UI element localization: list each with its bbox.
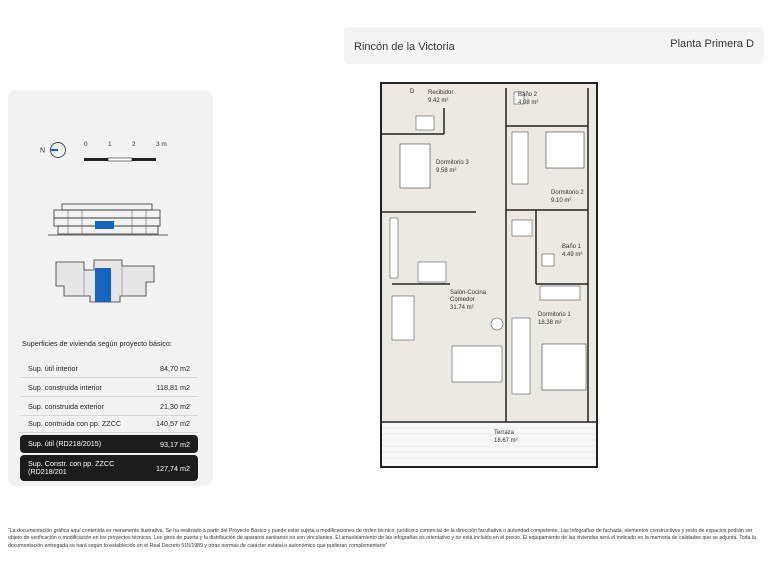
room-area: 4.08 m² bbox=[518, 100, 539, 106]
room-name: Baño 2 bbox=[518, 92, 538, 98]
floor-plan bbox=[376, 78, 602, 470]
room-area: 18.67 m² bbox=[494, 438, 518, 444]
room-area: 9.42 m² bbox=[428, 98, 449, 104]
door-label: D bbox=[410, 89, 415, 95]
surface-label: Sup. Constr. con pp. ZZCC (RD218/201 bbox=[28, 459, 115, 476]
north-label: N bbox=[40, 147, 46, 155]
surface-label: Sup. construida exterior bbox=[28, 401, 104, 411]
surface-value: 21,30 m2 bbox=[160, 402, 190, 411]
compass-icon bbox=[40, 140, 70, 162]
surface-label: Sup. contruida con pp. ZZCC bbox=[28, 418, 122, 428]
surface-row bbox=[20, 415, 198, 433]
surface-row-highlight bbox=[20, 435, 198, 453]
scale-label-3: 3 m bbox=[156, 141, 167, 148]
surface-value: 127,74 m2 bbox=[156, 463, 190, 473]
floor-title: Planta Primera D bbox=[670, 38, 754, 50]
site-plan-image bbox=[50, 256, 162, 306]
room-name: Salón-Cocina Comedor bbox=[450, 290, 487, 303]
room-name: Terraza bbox=[494, 430, 515, 436]
room-area: 9.10 m² bbox=[551, 198, 572, 204]
surface-label: Sup. útil (RD218/2015) bbox=[28, 439, 102, 448]
room-name: Baño 1 bbox=[562, 244, 582, 250]
scale-label-1: 1 bbox=[108, 141, 112, 148]
location-title: Rincón de la Victoria bbox=[354, 41, 455, 53]
surface-row-highlight bbox=[20, 455, 198, 481]
room-name: Dormitorio 2 bbox=[551, 190, 584, 196]
scale-label-2: 2 bbox=[132, 141, 136, 148]
room-name: Recibidor bbox=[428, 90, 454, 96]
room-area: 18.38 m² bbox=[538, 320, 562, 326]
surfaces-title: Superficies de vivienda según proyecto básico: bbox=[22, 339, 172, 348]
surface-value: 84,70 m2 bbox=[160, 364, 190, 373]
surface-label: Sup. construida interior bbox=[28, 382, 102, 392]
room-name: Dormitorio 3 bbox=[436, 160, 469, 166]
scale-bar bbox=[82, 150, 172, 170]
room-area: 31.74 m² bbox=[450, 305, 474, 311]
surface-row bbox=[20, 379, 198, 397]
surface-label: Sup. útil interior bbox=[28, 363, 78, 373]
scale-label-0: 0 bbox=[84, 141, 88, 148]
surface-value: 140,57 m2 bbox=[156, 419, 190, 428]
surface-value: 118,81 m2 bbox=[156, 383, 190, 392]
surface-value: 93,17 m2 bbox=[160, 439, 190, 449]
room-area: 9.58 m² bbox=[436, 168, 457, 174]
room-name: Dormitorio 1 bbox=[538, 312, 571, 318]
surface-row bbox=[20, 398, 198, 416]
room-area: 4.49 m² bbox=[562, 252, 583, 258]
header-bar bbox=[344, 27, 764, 64]
building-elevation-image bbox=[48, 200, 168, 240]
footer-disclaimer: “La documentación gráfica aquí contenida es meramente ilustrativa. Se ha realizado a partir del Proyecto Básico y puede estar sujeta a modificaciones de orden técnico, jurídico o comercial de la dirección facultativa o autoridad competente. Las infografías de fachada, elementos constructivos y resto de espacios podrán ser objeto de verificación o modificación en los proyectos técnicos. Los giros de puerta y la distribución de aparatos sanitarios no son vinculantes. El amueblamiento de las infografías es orientativo y no está incluido en el precio. El equipamiento de las viviendas será el indicado en la memoria de calidades que se adjunta. Toda la documentación entregada se hará según lo establecido en el Real Decreto 515/1989 y otras normas de carácter estatal o autonómico que pudieran complementario” bbox=[8, 528, 756, 549]
surface-row bbox=[20, 360, 198, 378]
